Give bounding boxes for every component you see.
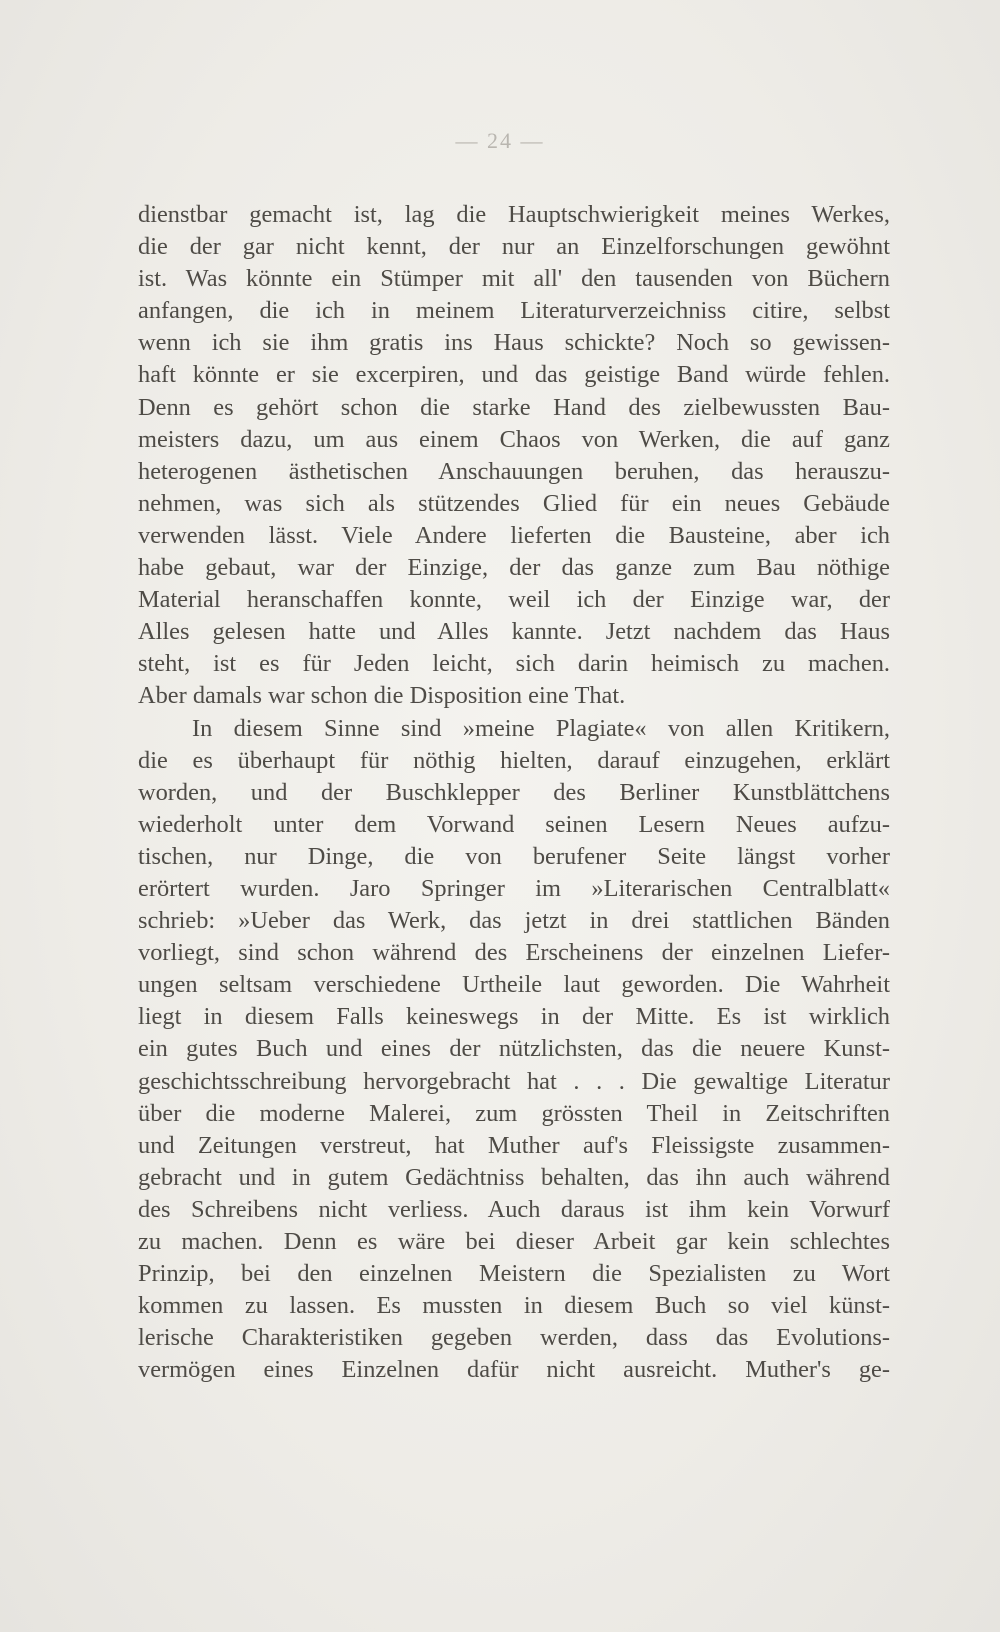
text-line: haft könnte er sie excerpiren, und das geistige Band würde fehlen. bbox=[138, 361, 890, 389]
text-line: In diesem Sinne sind »meine Plagiate« von allen Kritikern, bbox=[192, 714, 890, 742]
text-line: liegt in diesem Falls keineswegs in der Mitte. Es ist wirklich bbox=[138, 1003, 890, 1031]
text-line: dienstbar gemacht ist, lag die Hauptschwierigkeit meines Werkes, bbox=[138, 201, 890, 228]
text-line: habe gebaut, war der Einzige, der das ganze zum Bau nöthige bbox=[138, 554, 890, 582]
text-line: die der gar nicht kennt, der nur an Einzelforschungen gewöhnt bbox=[138, 233, 890, 261]
text-line: tischen, nur Dinge, die von berufener Seite längst vorher bbox=[138, 842, 890, 870]
text-line: kommen zu lassen. Es mussten in diesem Buch so viel künst- bbox=[138, 1292, 890, 1320]
text-line: ungen seltsam verschiedene Urtheile laut geworden. Die Wahrheit bbox=[138, 971, 890, 999]
text-line: des Schreibens nicht verliess. Auch daraus ist ihm kein Vorwurf bbox=[138, 1195, 890, 1223]
text-line: geschichtsschreibung hervorgebracht hat . . . Die gewaltige Literatur bbox=[138, 1067, 890, 1095]
text-line: erörtert wurden. Jaro Springer im »Literarischen Centralblatt« bbox=[138, 874, 890, 902]
page-number: — 24 — bbox=[455, 128, 545, 153]
text-line: zu machen. Denn es wäre bei dieser Arbeit gar kein schlechtes bbox=[138, 1228, 890, 1255]
text-line: vorliegt, sind schon während des Erscheinens der einzelnen Liefer- bbox=[138, 939, 890, 967]
text-line: meisters dazu, um aus einem Chaos von Werken, die auf ganz bbox=[138, 425, 890, 453]
text-line: lerische Charakteristiken gegeben werden, dass das Evolutions- bbox=[138, 1324, 890, 1352]
text-line: ist. Was könnte ein Stümper mit all' den tausenden von Büchern bbox=[138, 265, 890, 293]
text-line: Denn es gehört schon die starke Hand des zielbewussten Bau- bbox=[138, 393, 890, 421]
text-line: die es überhaupt für nöthig hielten, darauf einzugehen, erklärt bbox=[138, 746, 890, 774]
text-line: worden, und der Buschklepper des Berliner Kunstblättchens bbox=[138, 778, 890, 806]
text-line: wiederholt unter dem Vorwand seinen Lesern Neues aufzu- bbox=[138, 810, 890, 838]
text-line: schrieb: »Ueber das Werk, das jetzt in drei stattlichen Bänden bbox=[138, 907, 890, 935]
text-line: Material heranschaffen konnte, weil ich der Einzige war, der bbox=[138, 586, 890, 614]
text-line: steht, ist es für Jeden leicht, sich darin heimisch zu machen. bbox=[138, 650, 890, 678]
text-line: verwenden lässt. Viele Andere lieferten die Bausteine, aber ich bbox=[138, 521, 890, 549]
text-line: Aber damals war schon die Disposition eine That. bbox=[138, 682, 626, 710]
text-line: heterogenen ästhetischen Anschauungen beruhen, das herauszu- bbox=[138, 457, 890, 485]
text-line: und Zeitungen verstreut, hat Muther auf's Fleissigste zusammen- bbox=[138, 1131, 890, 1159]
text-line: nehmen, was sich als stützendes Glied für ein neues Gebäude bbox=[138, 489, 890, 517]
text-line: ein gutes Buch und eines der nützlichsten, das die neuere Kunst- bbox=[138, 1035, 890, 1063]
text-line: Prinzip, bei den einzelnen Meistern die Spezialisten zu Wort bbox=[138, 1260, 890, 1288]
text-line: wenn ich sie ihm gratis ins Haus schickte? Noch so gewissen- bbox=[138, 329, 890, 357]
text-line: gebracht und in gutem Gedächtniss behalten, das ihn auch während bbox=[138, 1163, 890, 1191]
text-line: über die moderne Malerei, zum grössten Theil in Zeitschriften bbox=[138, 1099, 890, 1127]
text-line: Alles gelesen hatte und Alles kannte. Jetzt nachdem das Haus bbox=[138, 618, 890, 646]
text-line: anfangen, die ich in meinem Literaturverzeichniss citire, selbst bbox=[138, 297, 890, 325]
body-text bbox=[138, 199, 890, 1386]
text-line: vermögen eines Einzelnen dafür nicht ausreicht. Muther's ge- bbox=[138, 1356, 890, 1384]
